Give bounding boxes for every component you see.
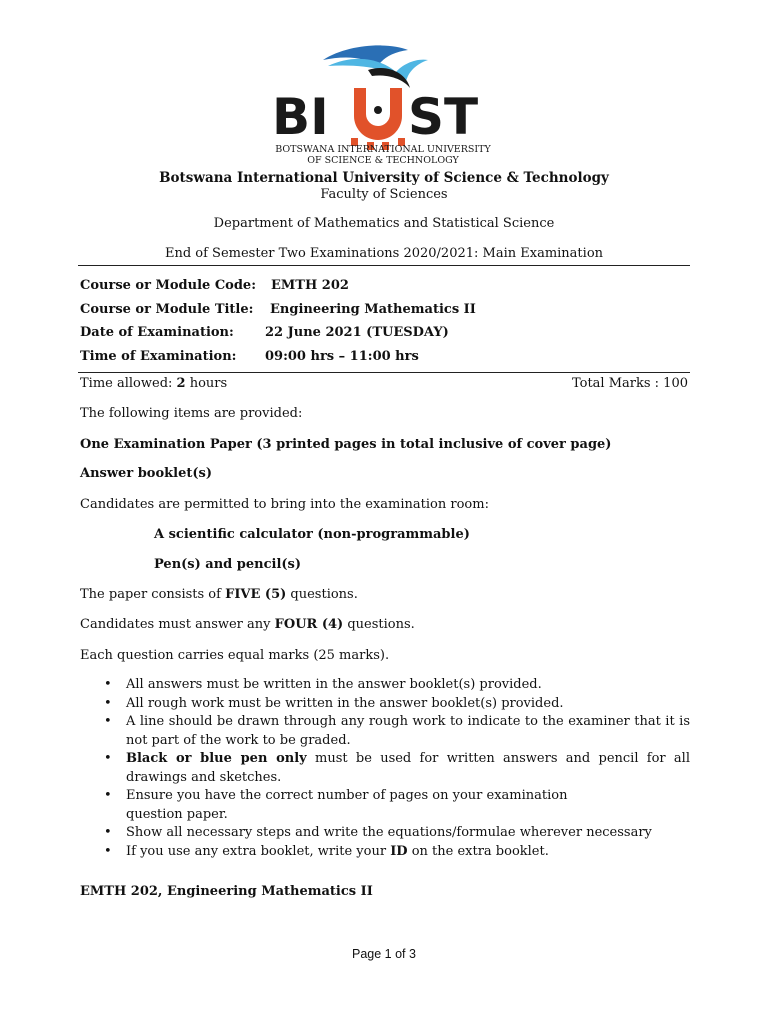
logo-subtitle-line1: BOTSWANA INTERNATIONAL UNIVERSITY [275,144,491,155]
exam-date-value: 22 June 2021 (TUESDAY) [265,325,449,340]
instruction-text: If you use any extra booklet, write your [126,843,391,859]
bullet-icon: • [104,751,112,766]
answer-count-suffix: questions. [343,617,415,632]
instruction-text-continued: question paper. [126,806,228,822]
instructions-list [104,676,690,861]
list-item [104,824,690,843]
course-title-label: Course or Module Title: [80,302,254,317]
bullet-icon: • [104,695,112,711]
bullet-icon: • [104,825,112,840]
answer-count-number: FOUR (4) [274,617,344,632]
instruction-text: All answers must be written in the answer booklet(s) provided. [126,677,542,692]
instruction-text: All rough work must be written in the answer booklet(s) provided. [126,695,564,711]
instruction-text: must be used for written answers and pencil for all drawings and sketches. [126,751,690,785]
instruction-text: A line should be drawn through any rough work to indicate to the examiner that it is not part of the work to be graded. [126,714,690,748]
course-title-row [80,302,476,317]
time-allowed-prefix: Time allowed: [80,376,177,391]
course-code-label: Course or Module Code: [80,278,256,293]
examination-title: End of Semester Two Examinations 2020/2021: Main Examination [164,246,604,261]
total-marks: Total Marks : 100 [571,376,688,391]
university-name: Botswana International University of Science & Technology [159,170,609,186]
question-count [80,587,358,602]
divider-top [78,265,690,266]
permitted-item-calculator: A scientific calculator (non-programmable) [154,527,470,542]
provided-item-paper: One Examination Paper (3 printed pages in total inclusive of cover page) [80,437,612,452]
logo-gear-u [351,88,405,150]
bullet-icon: • [104,714,112,729]
course-code-row [80,278,349,293]
course-code-value: EMTH 202 [271,278,349,293]
time-allowed-suffix: hours [185,376,228,391]
answer-count [80,617,415,632]
page-number: Page 1 of 3 [352,947,416,961]
instruction-bold: Black or blue pen only [126,751,307,766]
time-allowed [80,376,227,391]
list-item [104,787,690,824]
department-name: Department of Mathematics and Statistical Science [213,216,555,231]
biust-logo [268,42,498,167]
bullet-icon: • [104,677,112,692]
marks-note: Each question carries equal marks (25 marks). [80,648,390,663]
course-title-value: Engineering Mathematics II [270,302,476,317]
permitted-item-pens: Pen(s) and pencil(s) [154,557,302,572]
instruction-text: Show all necessary steps and write the equations/formulae wherever necessary [126,825,652,840]
exam-time-value: 09:00 hrs – 11:00 hrs [265,349,419,364]
logo-text-right: ST [408,88,479,146]
provided-intro: The following items are provided: [80,406,303,421]
bullet-icon: • [104,843,112,859]
list-item [104,695,690,714]
section-heading: EMTH 202, Engineering Mathematics II [80,884,373,899]
list-item [104,676,690,695]
answer-count-prefix: Candidates must answer any [80,617,275,632]
time-allowed-value: 2 [176,376,186,391]
faculty-name: Faculty of Sciences [320,187,448,202]
bullet-icon: • [104,788,112,803]
question-count-prefix: The paper consists of [80,587,226,602]
logo-subtitle-line2: OF SCIENCE & TECHNOLOGY [307,155,459,166]
instruction-text-suffix: on the extra booklet. [407,843,549,859]
list-item [104,843,690,862]
question-count-number: FIVE (5) [225,587,287,602]
exam-date-row [80,325,449,340]
list-item [104,750,690,787]
permitted-intro: Candidates are permitted to bring into the examination room: [80,497,489,512]
exam-date-label: Date of Examination: [80,325,234,340]
instruction-text: Ensure you have the correct number of pages on your examination [126,788,568,803]
divider-bottom [78,372,690,373]
provided-item-booklet: Answer booklet(s) [80,466,212,481]
list-item [104,713,690,750]
question-count-suffix: questions. [286,587,358,602]
exam-time-row [80,349,419,364]
exam-time-label: Time of Examination: [80,349,237,364]
instruction-bold: ID [390,843,408,859]
logo-text-left: BI [272,88,329,146]
